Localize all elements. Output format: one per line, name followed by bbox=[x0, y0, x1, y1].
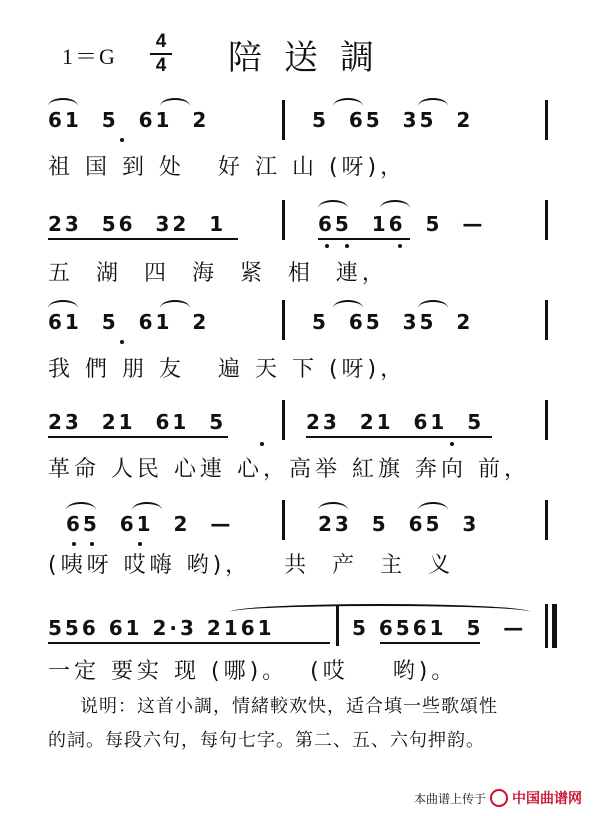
octave-dot bbox=[325, 244, 329, 248]
notation-row-4b: 23 21 61 5 bbox=[306, 410, 485, 434]
octave-dot bbox=[450, 442, 454, 446]
long-slur bbox=[230, 604, 530, 612]
slur bbox=[48, 98, 78, 106]
credit-text: 本曲谱上传于 bbox=[413, 791, 486, 806]
notation-row-5a: 65 61 2 — bbox=[66, 512, 234, 536]
octave-dot bbox=[138, 542, 142, 546]
time-signature bbox=[150, 32, 172, 76]
notation-row-6b: 5 6561 5 — bbox=[352, 616, 527, 640]
barline bbox=[282, 100, 285, 140]
notation-row-3b: 5 65 35 2 bbox=[312, 310, 474, 334]
notation-row-1b: 5 65 35 2 bbox=[312, 108, 474, 132]
site-logo-icon bbox=[490, 789, 508, 807]
time-signature-bottom: 4 bbox=[155, 55, 167, 76]
lyrics-row-6: 一定 要实 现 (哪)。 (哎 哟)。 bbox=[48, 659, 458, 684]
underline-beam bbox=[48, 436, 228, 438]
slur bbox=[132, 502, 162, 510]
slur bbox=[66, 502, 96, 510]
octave-dot bbox=[260, 442, 264, 446]
octave-dot bbox=[90, 542, 94, 546]
barline bbox=[545, 400, 548, 440]
slur bbox=[418, 98, 448, 106]
barline bbox=[282, 500, 285, 540]
notation-row-3a: 61 5 61 2 bbox=[48, 310, 210, 334]
time-signature-top: 4 bbox=[155, 31, 167, 52]
notation-row-1a: 61 5 61 2 bbox=[48, 108, 210, 132]
octave-dot bbox=[72, 542, 76, 546]
explanation-note bbox=[48, 690, 528, 758]
barline bbox=[282, 200, 285, 240]
slur bbox=[418, 502, 448, 510]
slur bbox=[160, 300, 190, 308]
slur bbox=[318, 200, 348, 208]
notation-row-6a: 556 61 2·3 2161 bbox=[48, 616, 275, 640]
octave-dot bbox=[120, 138, 124, 142]
site-name[interactable]: 中国曲谱网 bbox=[512, 791, 582, 807]
barline bbox=[282, 300, 285, 340]
slur bbox=[318, 502, 348, 510]
barline bbox=[545, 200, 548, 240]
slur bbox=[333, 98, 363, 106]
underline-beam bbox=[380, 642, 480, 644]
octave-dot bbox=[398, 244, 402, 248]
slur bbox=[160, 98, 190, 106]
barline bbox=[282, 400, 285, 440]
key-signature: 1＝G bbox=[62, 44, 117, 69]
octave-dot bbox=[120, 340, 124, 344]
final-barline bbox=[552, 604, 557, 648]
lyrics-row-5: (咦呀 哎嗨 哟)， 共 产 主 义 bbox=[48, 553, 455, 578]
explanation-line-2: 的詞。每段六句，每句七字。第二、五、六句押韵。 bbox=[48, 730, 485, 751]
song-title: 陪送調 bbox=[228, 38, 396, 78]
underline-beam bbox=[318, 238, 410, 240]
explanation-line-1: 说明：这首小調，情緒較欢快，适合填一些歌頌性 bbox=[80, 696, 498, 717]
barline bbox=[545, 604, 548, 648]
barline bbox=[336, 606, 339, 646]
slur bbox=[333, 300, 363, 308]
lyrics-row-4: 革命 人民 心連 心，高举 紅旗 奔向 前， bbox=[48, 457, 530, 482]
underline-beam bbox=[48, 238, 238, 240]
notation-row-5b: 23 5 65 3 bbox=[318, 512, 480, 536]
lyrics-row-3: 我 們 朋 友 遍 天 下 (呀)， bbox=[48, 357, 407, 382]
underline-beam bbox=[48, 642, 330, 644]
underline-beam bbox=[306, 436, 492, 438]
notation-row-2a: 23 56 32 1 bbox=[48, 212, 227, 236]
slur bbox=[380, 200, 410, 208]
slur bbox=[48, 300, 78, 308]
barline bbox=[545, 300, 548, 340]
notation-row-4a: 23 21 61 5 bbox=[48, 410, 227, 434]
octave-dot bbox=[345, 244, 349, 248]
barline bbox=[545, 100, 548, 140]
lyrics-row-2: 五 湖 四 海 紧 相 連， bbox=[48, 261, 388, 286]
notation-row-2b: 65 16 5 — bbox=[318, 212, 486, 236]
source-credit bbox=[414, 788, 582, 808]
slur bbox=[418, 300, 448, 308]
barline bbox=[545, 500, 548, 540]
lyrics-row-1: 祖 国 到 处 好 江 山 (呀)， bbox=[48, 155, 407, 180]
